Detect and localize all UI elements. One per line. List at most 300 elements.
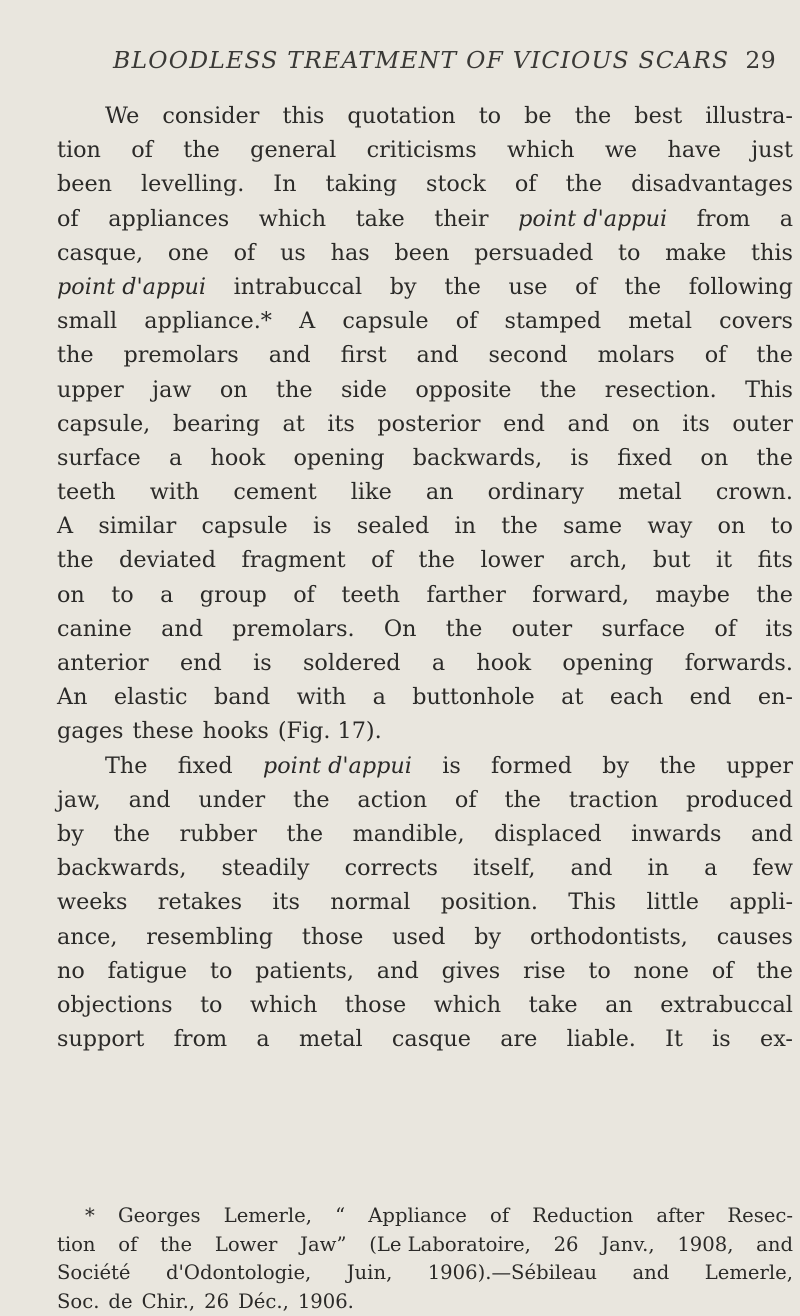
word: consider	[162, 99, 259, 133]
word: none	[634, 954, 689, 988]
word: and	[632, 1259, 669, 1288]
word: The	[105, 749, 147, 783]
word: at	[561, 680, 583, 714]
word: normal	[330, 885, 410, 919]
word: levelling.	[141, 167, 244, 201]
word: opening	[562, 646, 653, 680]
word: Juin,	[347, 1259, 393, 1288]
word: 1906.	[298, 1288, 354, 1316]
word: small	[57, 304, 117, 338]
word: displaced	[494, 817, 602, 851]
word: a	[169, 441, 182, 475]
word: little	[646, 885, 699, 919]
word: following	[689, 270, 793, 304]
text-line	[57, 270, 793, 304]
word: by	[57, 817, 84, 851]
word: quotation	[347, 99, 455, 133]
word: molars	[598, 338, 675, 372]
word: illustra-	[705, 99, 793, 133]
word: stamped	[505, 304, 602, 338]
word: of	[455, 783, 477, 817]
word: lower	[480, 543, 544, 577]
text-line	[57, 1022, 793, 1056]
word: the	[625, 270, 662, 304]
word: appliance.*	[144, 304, 272, 338]
word: which	[259, 202, 326, 236]
word: a	[780, 202, 793, 236]
word: this	[282, 99, 324, 133]
text-line	[57, 441, 793, 475]
word: casque	[392, 1022, 471, 1056]
word: appli-	[729, 885, 793, 919]
word: Appliance	[368, 1202, 467, 1231]
word: In	[273, 167, 296, 201]
word: it	[716, 543, 732, 577]
word: capsule,	[57, 407, 150, 441]
word: of	[515, 167, 537, 201]
word: Jaw”	[300, 1231, 346, 1260]
word: outer	[732, 407, 793, 441]
word: to	[588, 954, 610, 988]
word: under	[198, 783, 265, 817]
word: and	[161, 612, 203, 646]
word: be	[524, 99, 551, 133]
word: 26	[204, 1288, 229, 1316]
word: point d'appui	[57, 270, 206, 304]
word: an	[605, 988, 633, 1022]
footnote-line	[57, 1288, 793, 1316]
word: have	[667, 133, 720, 167]
word: the	[293, 783, 330, 817]
word: teeth	[341, 578, 400, 612]
word: side	[341, 373, 387, 407]
word: tion	[57, 1231, 96, 1260]
word: and	[756, 1231, 793, 1260]
text-line	[57, 885, 793, 919]
word: corrects	[345, 851, 438, 885]
word: a	[160, 578, 173, 612]
word: the	[756, 338, 793, 372]
word: and	[377, 954, 419, 988]
word: second	[488, 338, 567, 372]
word: steadily	[221, 851, 309, 885]
word: An	[57, 680, 87, 714]
word: criticisms	[367, 133, 477, 167]
word: its	[682, 407, 710, 441]
word: on	[700, 441, 728, 475]
word: way	[647, 509, 692, 543]
word: to	[111, 578, 133, 612]
word: a	[704, 851, 717, 885]
word: this	[751, 236, 793, 270]
word: and	[570, 851, 612, 885]
word: no	[57, 954, 85, 988]
word: weeks	[57, 885, 127, 919]
word: disadvantages	[631, 167, 793, 201]
text-line	[57, 167, 793, 201]
text-line	[57, 988, 793, 1022]
word: a	[256, 1022, 269, 1056]
word: to	[479, 99, 501, 133]
word: one	[168, 236, 209, 270]
word: d'Odontologie,	[166, 1259, 311, 1288]
text-line	[57, 475, 793, 509]
text-line	[57, 202, 793, 236]
word: been	[57, 167, 112, 201]
word: the	[756, 578, 793, 612]
word: its	[765, 612, 793, 646]
word: hook	[476, 646, 531, 680]
word: Déc.,	[238, 1288, 289, 1316]
word: are	[500, 1022, 537, 1056]
word: 1906).—Sébileau	[428, 1259, 597, 1288]
word: upper	[726, 749, 793, 783]
word: on	[718, 509, 746, 543]
word: jaw,	[57, 783, 101, 817]
word: en-	[758, 680, 793, 714]
main-paragraphs	[57, 99, 793, 1056]
word: position.	[441, 885, 538, 919]
word: and	[417, 338, 459, 372]
word: the	[183, 133, 220, 167]
word: formed	[491, 749, 572, 783]
word: is	[570, 441, 589, 475]
word: persuaded	[474, 236, 593, 270]
word: soldered	[303, 646, 401, 680]
text-line	[57, 407, 793, 441]
word: forwards.	[685, 646, 793, 680]
word: a	[373, 680, 386, 714]
word: A	[299, 304, 315, 338]
word: from	[174, 1022, 227, 1056]
word: of	[712, 954, 734, 988]
word: use	[509, 270, 548, 304]
word: anterior	[57, 646, 149, 680]
word: of	[118, 1231, 137, 1260]
word: best	[634, 99, 682, 133]
word: an	[426, 475, 454, 509]
word: fixed	[178, 749, 233, 783]
word: sealed	[357, 509, 430, 543]
word: on	[632, 407, 660, 441]
running-header	[113, 46, 793, 74]
word: has	[331, 236, 370, 270]
word: from	[697, 202, 750, 236]
word: We	[105, 99, 139, 133]
word: end	[180, 646, 222, 680]
word: canine	[57, 612, 132, 646]
word: of	[57, 202, 79, 236]
word: of	[131, 133, 153, 167]
word: and	[567, 407, 609, 441]
word: first	[341, 338, 387, 372]
word: the	[113, 817, 150, 851]
word: forward,	[532, 578, 629, 612]
word: by	[602, 749, 629, 783]
word: band	[214, 680, 270, 714]
word: the	[540, 373, 577, 407]
word: upper	[57, 373, 124, 407]
word: teeth	[57, 475, 116, 509]
word: the	[501, 509, 538, 543]
word: which	[250, 988, 317, 1022]
word: itself,	[473, 851, 535, 885]
word: objections	[57, 988, 173, 1022]
word: of	[371, 543, 393, 577]
word: extrabuccal	[660, 988, 793, 1022]
word: casque,	[57, 236, 143, 270]
word: is	[442, 749, 461, 783]
word: buttonhole	[412, 680, 534, 714]
word: the	[276, 373, 313, 407]
word: to	[771, 509, 793, 543]
word: taking	[325, 167, 397, 201]
word: on	[57, 578, 85, 612]
text-line	[57, 680, 793, 714]
word: take	[529, 988, 578, 1022]
word: few	[752, 851, 793, 885]
word: fatigue	[108, 954, 187, 988]
word: the	[756, 954, 793, 988]
text-line	[57, 646, 793, 680]
word: end	[690, 680, 732, 714]
word: cement	[233, 475, 316, 509]
text-line	[57, 133, 793, 167]
word: been	[394, 236, 449, 270]
word: 26	[554, 1231, 579, 1260]
word: these	[132, 714, 193, 748]
word: to	[200, 988, 222, 1022]
text-line	[57, 714, 793, 748]
word: which	[507, 133, 574, 167]
word: ex-	[760, 1022, 793, 1056]
word: the	[756, 441, 793, 475]
word: on	[220, 373, 248, 407]
word: causes	[717, 920, 793, 954]
footnote-line	[57, 1202, 793, 1231]
page-number: 29	[745, 46, 776, 74]
word: outer	[512, 612, 573, 646]
word: produced	[686, 783, 793, 817]
word: intrabuccal	[234, 270, 362, 304]
word: each	[610, 680, 663, 714]
word: the	[57, 543, 94, 577]
word: which	[434, 988, 501, 1022]
word: premolars	[124, 338, 239, 372]
word: in	[648, 851, 670, 885]
word: tion	[57, 133, 101, 167]
word: support	[57, 1022, 144, 1056]
word: liable.	[567, 1022, 636, 1056]
word: metal	[299, 1022, 363, 1056]
word: the	[160, 1231, 192, 1260]
word: gages	[57, 714, 123, 748]
footnote	[57, 1202, 793, 1316]
word: with	[150, 475, 200, 509]
word: premolars.	[232, 612, 354, 646]
word: jaw	[152, 373, 191, 407]
word: maybe	[655, 578, 730, 612]
word: to	[210, 954, 232, 988]
word: of	[293, 578, 315, 612]
word: those	[302, 920, 363, 954]
word: posterior	[377, 407, 480, 441]
text-line	[57, 817, 793, 851]
word: the	[418, 543, 455, 577]
word: same	[563, 509, 622, 543]
word: with	[297, 680, 347, 714]
word: and	[269, 338, 311, 372]
word: in	[455, 509, 477, 543]
word: Georges	[118, 1202, 201, 1231]
word: capsule	[202, 509, 288, 543]
word: us	[280, 236, 306, 270]
word: ance,	[57, 920, 117, 954]
text-line	[57, 920, 793, 954]
word: the	[444, 270, 481, 304]
word: to	[618, 236, 640, 270]
word: patients,	[255, 954, 354, 988]
word: the	[57, 338, 94, 372]
word: metal	[618, 475, 682, 509]
word: of	[490, 1202, 509, 1231]
word: backwards,	[57, 851, 186, 885]
footnote-line	[57, 1259, 793, 1288]
word: at	[283, 407, 305, 441]
text-line	[57, 612, 793, 646]
word: of	[575, 270, 597, 304]
word: the	[659, 749, 696, 783]
word: just	[751, 133, 793, 167]
word: metal	[628, 304, 692, 338]
word: hooks	[203, 714, 269, 748]
word: On	[384, 612, 417, 646]
word: their	[434, 202, 488, 236]
word: action	[357, 783, 427, 817]
word: inwards	[631, 817, 721, 851]
word: covers	[719, 304, 793, 338]
word: orthodontists,	[530, 920, 688, 954]
word: of	[456, 304, 478, 338]
word: the	[446, 612, 483, 646]
word: point d'appui	[263, 749, 412, 783]
footnote-line	[57, 1231, 793, 1260]
word: capsule	[342, 304, 428, 338]
word: hook	[211, 441, 266, 475]
word: Soc.	[57, 1288, 99, 1316]
word: is	[253, 646, 272, 680]
word: Janv.,	[601, 1231, 654, 1260]
word: gives	[442, 954, 501, 988]
word: deviated	[119, 543, 216, 577]
word: This	[745, 373, 793, 407]
word: those	[345, 988, 406, 1022]
word: rise	[523, 954, 565, 988]
word: make	[665, 236, 726, 270]
text-line	[57, 99, 793, 133]
word: retakes	[158, 885, 242, 919]
text-line	[57, 304, 793, 338]
word: appliances	[108, 202, 229, 236]
word: de	[108, 1288, 132, 1316]
word: used	[392, 920, 445, 954]
word: surface	[601, 612, 685, 646]
word: opening	[293, 441, 384, 475]
word: *	[85, 1202, 95, 1231]
word: Lemerle,	[224, 1202, 312, 1231]
word: opposite	[415, 373, 511, 407]
word: (Le Laboratoire,	[369, 1231, 531, 1260]
word: fixed	[617, 441, 672, 475]
word: the	[504, 783, 541, 817]
word: end	[503, 407, 545, 441]
text-line	[57, 783, 793, 817]
word: surface	[57, 441, 141, 475]
word: “	[335, 1202, 345, 1231]
word: like	[351, 475, 392, 509]
word: arch,	[569, 543, 627, 577]
text-line	[57, 509, 793, 543]
word: the	[575, 99, 612, 133]
word: is	[712, 1022, 731, 1056]
word: we	[605, 133, 637, 167]
text-line	[57, 543, 793, 577]
word: by	[390, 270, 417, 304]
word: stock	[426, 167, 486, 201]
word: point d'appui	[518, 202, 667, 236]
running-title: BLOODLESS TREATMENT OF VICIOUS SCARS	[113, 46, 729, 74]
word: Reduction	[532, 1202, 633, 1231]
text-line	[57, 749, 793, 783]
word: its	[327, 407, 355, 441]
word: This	[568, 885, 616, 919]
word: resembling	[146, 920, 273, 954]
word: fragment	[242, 543, 346, 577]
word: of	[705, 338, 727, 372]
text-line	[57, 338, 793, 372]
word: the	[287, 817, 324, 851]
word: elastic	[114, 680, 188, 714]
word: Société	[57, 1259, 131, 1288]
word: similar	[98, 509, 176, 543]
word: of	[234, 236, 256, 270]
text-line	[57, 578, 793, 612]
word: Lower	[215, 1231, 278, 1260]
word: bearing	[173, 407, 260, 441]
word: after	[656, 1202, 704, 1231]
text-line	[57, 373, 793, 407]
word: rubber	[180, 817, 257, 851]
word: Chir.,	[142, 1288, 196, 1316]
word: 1908,	[677, 1231, 733, 1260]
word: a	[432, 646, 445, 680]
word: by	[474, 920, 501, 954]
word: its	[272, 885, 300, 919]
word: group	[200, 578, 267, 612]
word: ordinary	[488, 475, 584, 509]
word: and	[751, 817, 793, 851]
word: of	[714, 612, 736, 646]
text-line	[57, 851, 793, 885]
word: resection.	[605, 373, 717, 407]
word: mandible,	[353, 817, 465, 851]
word: but	[653, 543, 691, 577]
word: Resec-	[727, 1202, 793, 1231]
word: (Fig. 17).	[278, 714, 382, 748]
word: It	[665, 1022, 683, 1056]
word: farther	[426, 578, 505, 612]
word: crown.	[716, 475, 793, 509]
